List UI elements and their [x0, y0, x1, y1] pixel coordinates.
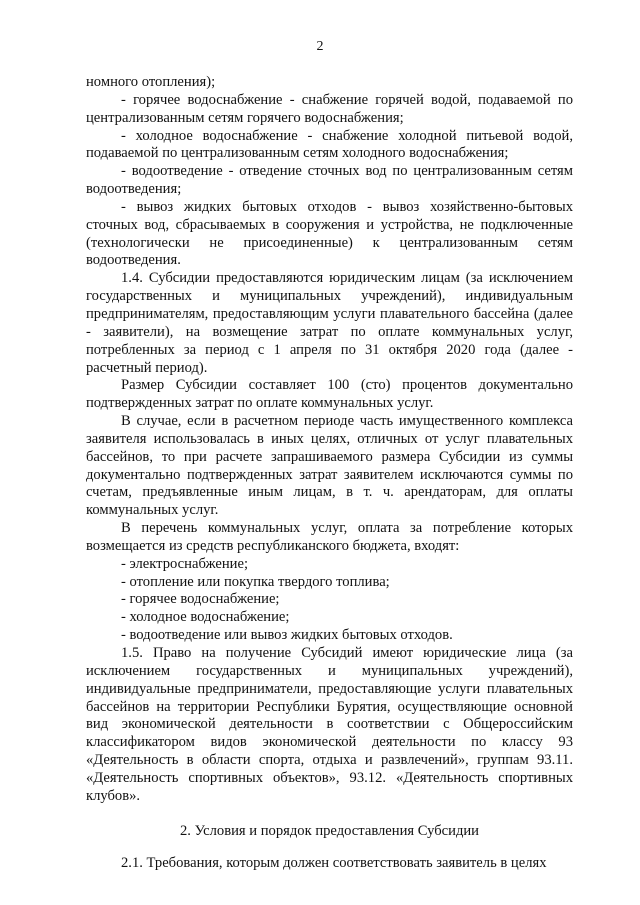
list-item: - отопление или покупка твердого топлива; [121, 573, 390, 590]
list-item: - холодное водоснабжение; [121, 609, 290, 626]
list-item: - электроснабжение; [121, 555, 249, 572]
paragraph: В случае, если в расчетном периоде часть имущественного комплекса заявителя использовалась в иных целях, отличных от услуг плавательных бассейнов, то при расчете запрашиваемого размера Субсидии из суммы документально подтвержденных затрат заявителем исключаются суммы по счетам, предъявленные иным лицам, в т. ч. арендаторам, для оплаты коммунальных услуг. [86, 413, 573, 519]
paragraph: - холодное водоснабжение - снабжение холодной питьевой водой, подаваемой по централизованным сетям холодного водоснабжения; [86, 127, 573, 162]
paragraph: 2.1. Требования, которым должен соответствовать заявитель в целях [121, 855, 547, 872]
paragraph: - вывоз жидких бытовых отходов - вывоз хозяйственно-бытовых сточных вод, сбрасываемых в сооружения и устройства, не подключенные (технологически не присоединенные) к централизованным сетям водоотведения. [86, 198, 573, 269]
paragraph: номного отопления); [86, 74, 216, 90]
paragraph: В перечень коммунальных услуг, оплата за потребление которых возмещается из средств республиканского бюджета, входят: [86, 520, 573, 554]
paragraph: 1.5. Право на получение Субсидий имеют юридические лица (за исключением государственных и муниципальных учреждений), индивидуальные предприниматели, предоставляющие услуги плавательных бассейнов на территории Республики Бурятия, осуществляющие основной вид экономической деятельности в соответствии с Общероссийским классификатором видов экономической деятельности по классу 93 «Деятельность в области спорта, отдыха и развлечений», группам 93.11. «Деятельность спортивных объектов», 93.12. «Деятельность спортивных клубов». [86, 645, 573, 804]
document-body [86, 74, 573, 873]
paragraph: Размер Субсидии составляет 100 (сто) процентов документально подтвержденных затрат по оплате коммунальных услуг. [86, 377, 573, 412]
page-number: 2 [316, 39, 324, 54]
list-item: - горячее водоснабжение; [121, 591, 280, 608]
paragraph: - горячее водоснабжение - снабжение горячей водой, подаваемой по централизованным сетям горячего водоснабжения; [86, 91, 573, 126]
list-item: - водоотведение или вывоз жидких бытовых отходов. [121, 627, 453, 644]
paragraph: 1.4. Субсидии предоставляются юридическим лицам (за исключением государственных и муниципальных учреждений), индивидуальным предпринимателям, предоставляющим услуги плавательного бассейна (далее - заявители), на возмещение затрат по оплате коммунальных услуг, потребленных за период с 1 апреля по 31 октября 2020 года (далее - расчетный период). [86, 270, 573, 376]
paragraph: - водоотведение - отведение сточных вод по централизованным сетям водоотведения; [86, 163, 573, 198]
section-heading: 2. Условия и порядок предоставления Субсидии [180, 822, 479, 839]
